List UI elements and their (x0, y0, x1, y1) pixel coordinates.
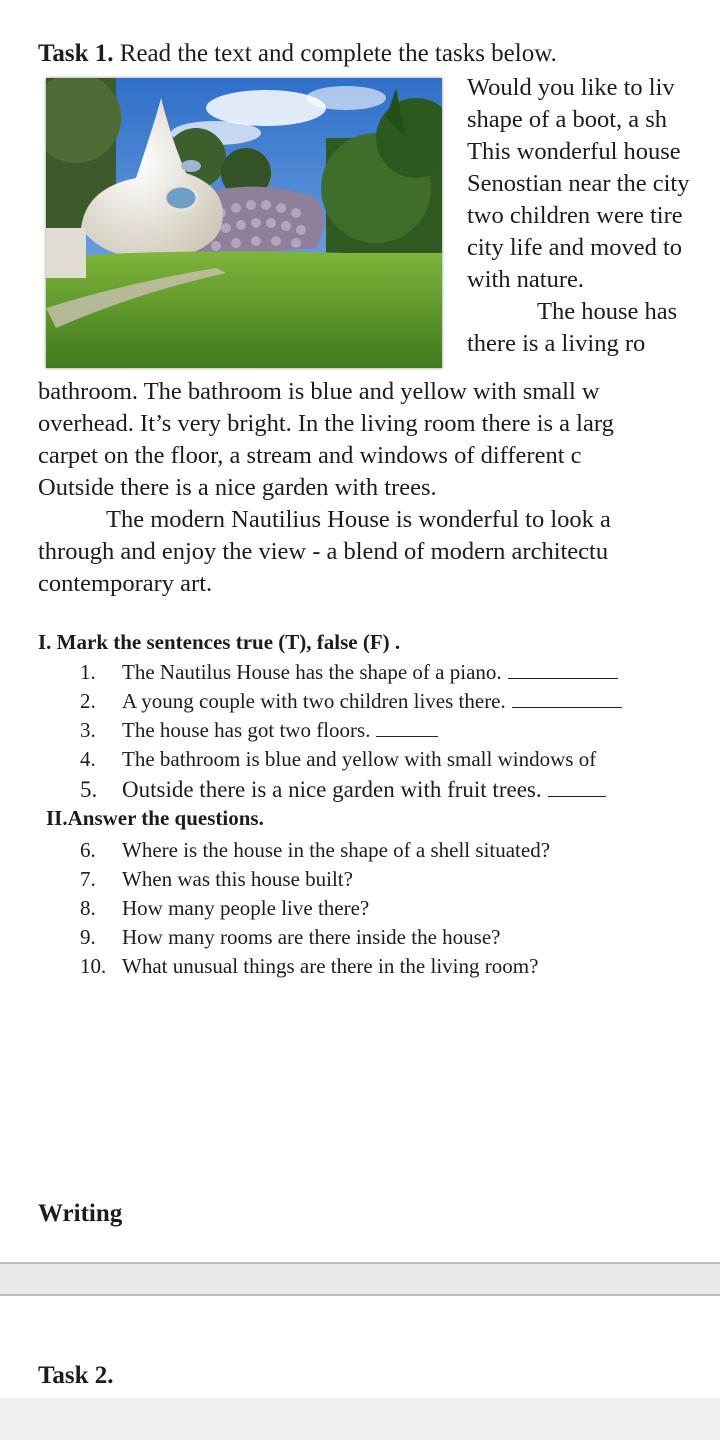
item-text: What unusual things are there in the living room? (122, 954, 539, 978)
task2-heading: Task 2. (38, 1362, 114, 1389)
text-line: overhead. It’s very bright. In the living room there is a larg (38, 410, 614, 437)
text-line: The modern Nautilius House is wonderful to look a (106, 506, 611, 533)
item-number: 5. (80, 777, 98, 802)
answer-blank[interactable] (512, 689, 622, 708)
item-number: 2. (80, 689, 96, 713)
list-item (80, 687, 622, 715)
list-item (80, 776, 606, 804)
text-line: bathroom. The bathroom is blue and yellow with small w (38, 378, 600, 405)
item-text: Outside there is a nice garden with fruit trees. (122, 777, 542, 802)
section2-heading: II.Answer the questions. (46, 806, 264, 830)
task1-instruction: Read the text and complete the tasks below. (119, 40, 557, 67)
text-line: Outside there is a nice garden with trees. (38, 474, 437, 501)
text-line: The house has (537, 298, 678, 325)
item-text: Where is the house in the shape of a shell situated? (122, 838, 551, 862)
list-item (80, 952, 538, 980)
writing-heading: Writing (38, 1200, 123, 1227)
text-line: there is a living ro (467, 330, 646, 357)
list-item (80, 923, 500, 951)
text-line: through and enjoy the view - a blend of modern architectu (38, 538, 609, 565)
answer-blank[interactable] (376, 718, 438, 737)
nautilus-house-photo (46, 78, 442, 368)
list-item (80, 745, 596, 773)
text-line: two children were tire (467, 202, 683, 229)
item-number: 3. (80, 718, 96, 742)
item-text: How many people live there? (122, 896, 370, 920)
page-divider (0, 1262, 720, 1296)
text-line: shape of a boot, a sh (467, 106, 668, 133)
task1-label: Task 1. (38, 40, 114, 67)
item-text: The Nautilus House has the shape of a piano. (122, 660, 502, 684)
item-number: 9. (80, 925, 96, 949)
text-line: Senostian near the city (467, 170, 690, 197)
item-number: 4. (80, 747, 96, 771)
list-item (80, 658, 618, 686)
text-line: Would you like to liv (467, 74, 675, 101)
item-text: A young couple with two children lives there. (122, 689, 506, 713)
item-number: 1. (80, 660, 96, 684)
item-number: 10. (80, 954, 107, 978)
task1-title (38, 40, 557, 68)
text-line: carpet on the floor, a stream and windows of different c (38, 442, 582, 469)
text-line: city life and moved to (467, 234, 682, 261)
text-line: with nature. (467, 266, 585, 293)
item-text: The bathroom is blue and yellow with small windows of (122, 747, 597, 771)
page-footer-band (0, 1398, 720, 1440)
list-item (80, 865, 353, 893)
list-item (80, 894, 369, 922)
text-line: contemporary art. (38, 570, 213, 597)
item-text: How many rooms are there inside the house? (122, 925, 501, 949)
section1-heading: I. Mark the sentences true (T), false (F) . (38, 630, 401, 654)
text-line: This wonderful house (467, 138, 681, 165)
list-item (80, 716, 438, 744)
item-text: The house has got two floors. (122, 718, 371, 742)
item-number: 6. (80, 838, 96, 862)
answer-blank[interactable] (548, 778, 606, 797)
item-number: 8. (80, 896, 96, 920)
answer-blank[interactable] (508, 660, 618, 679)
item-number: 7. (80, 867, 96, 891)
list-item (80, 836, 550, 864)
item-text: When was this house built? (122, 867, 353, 891)
